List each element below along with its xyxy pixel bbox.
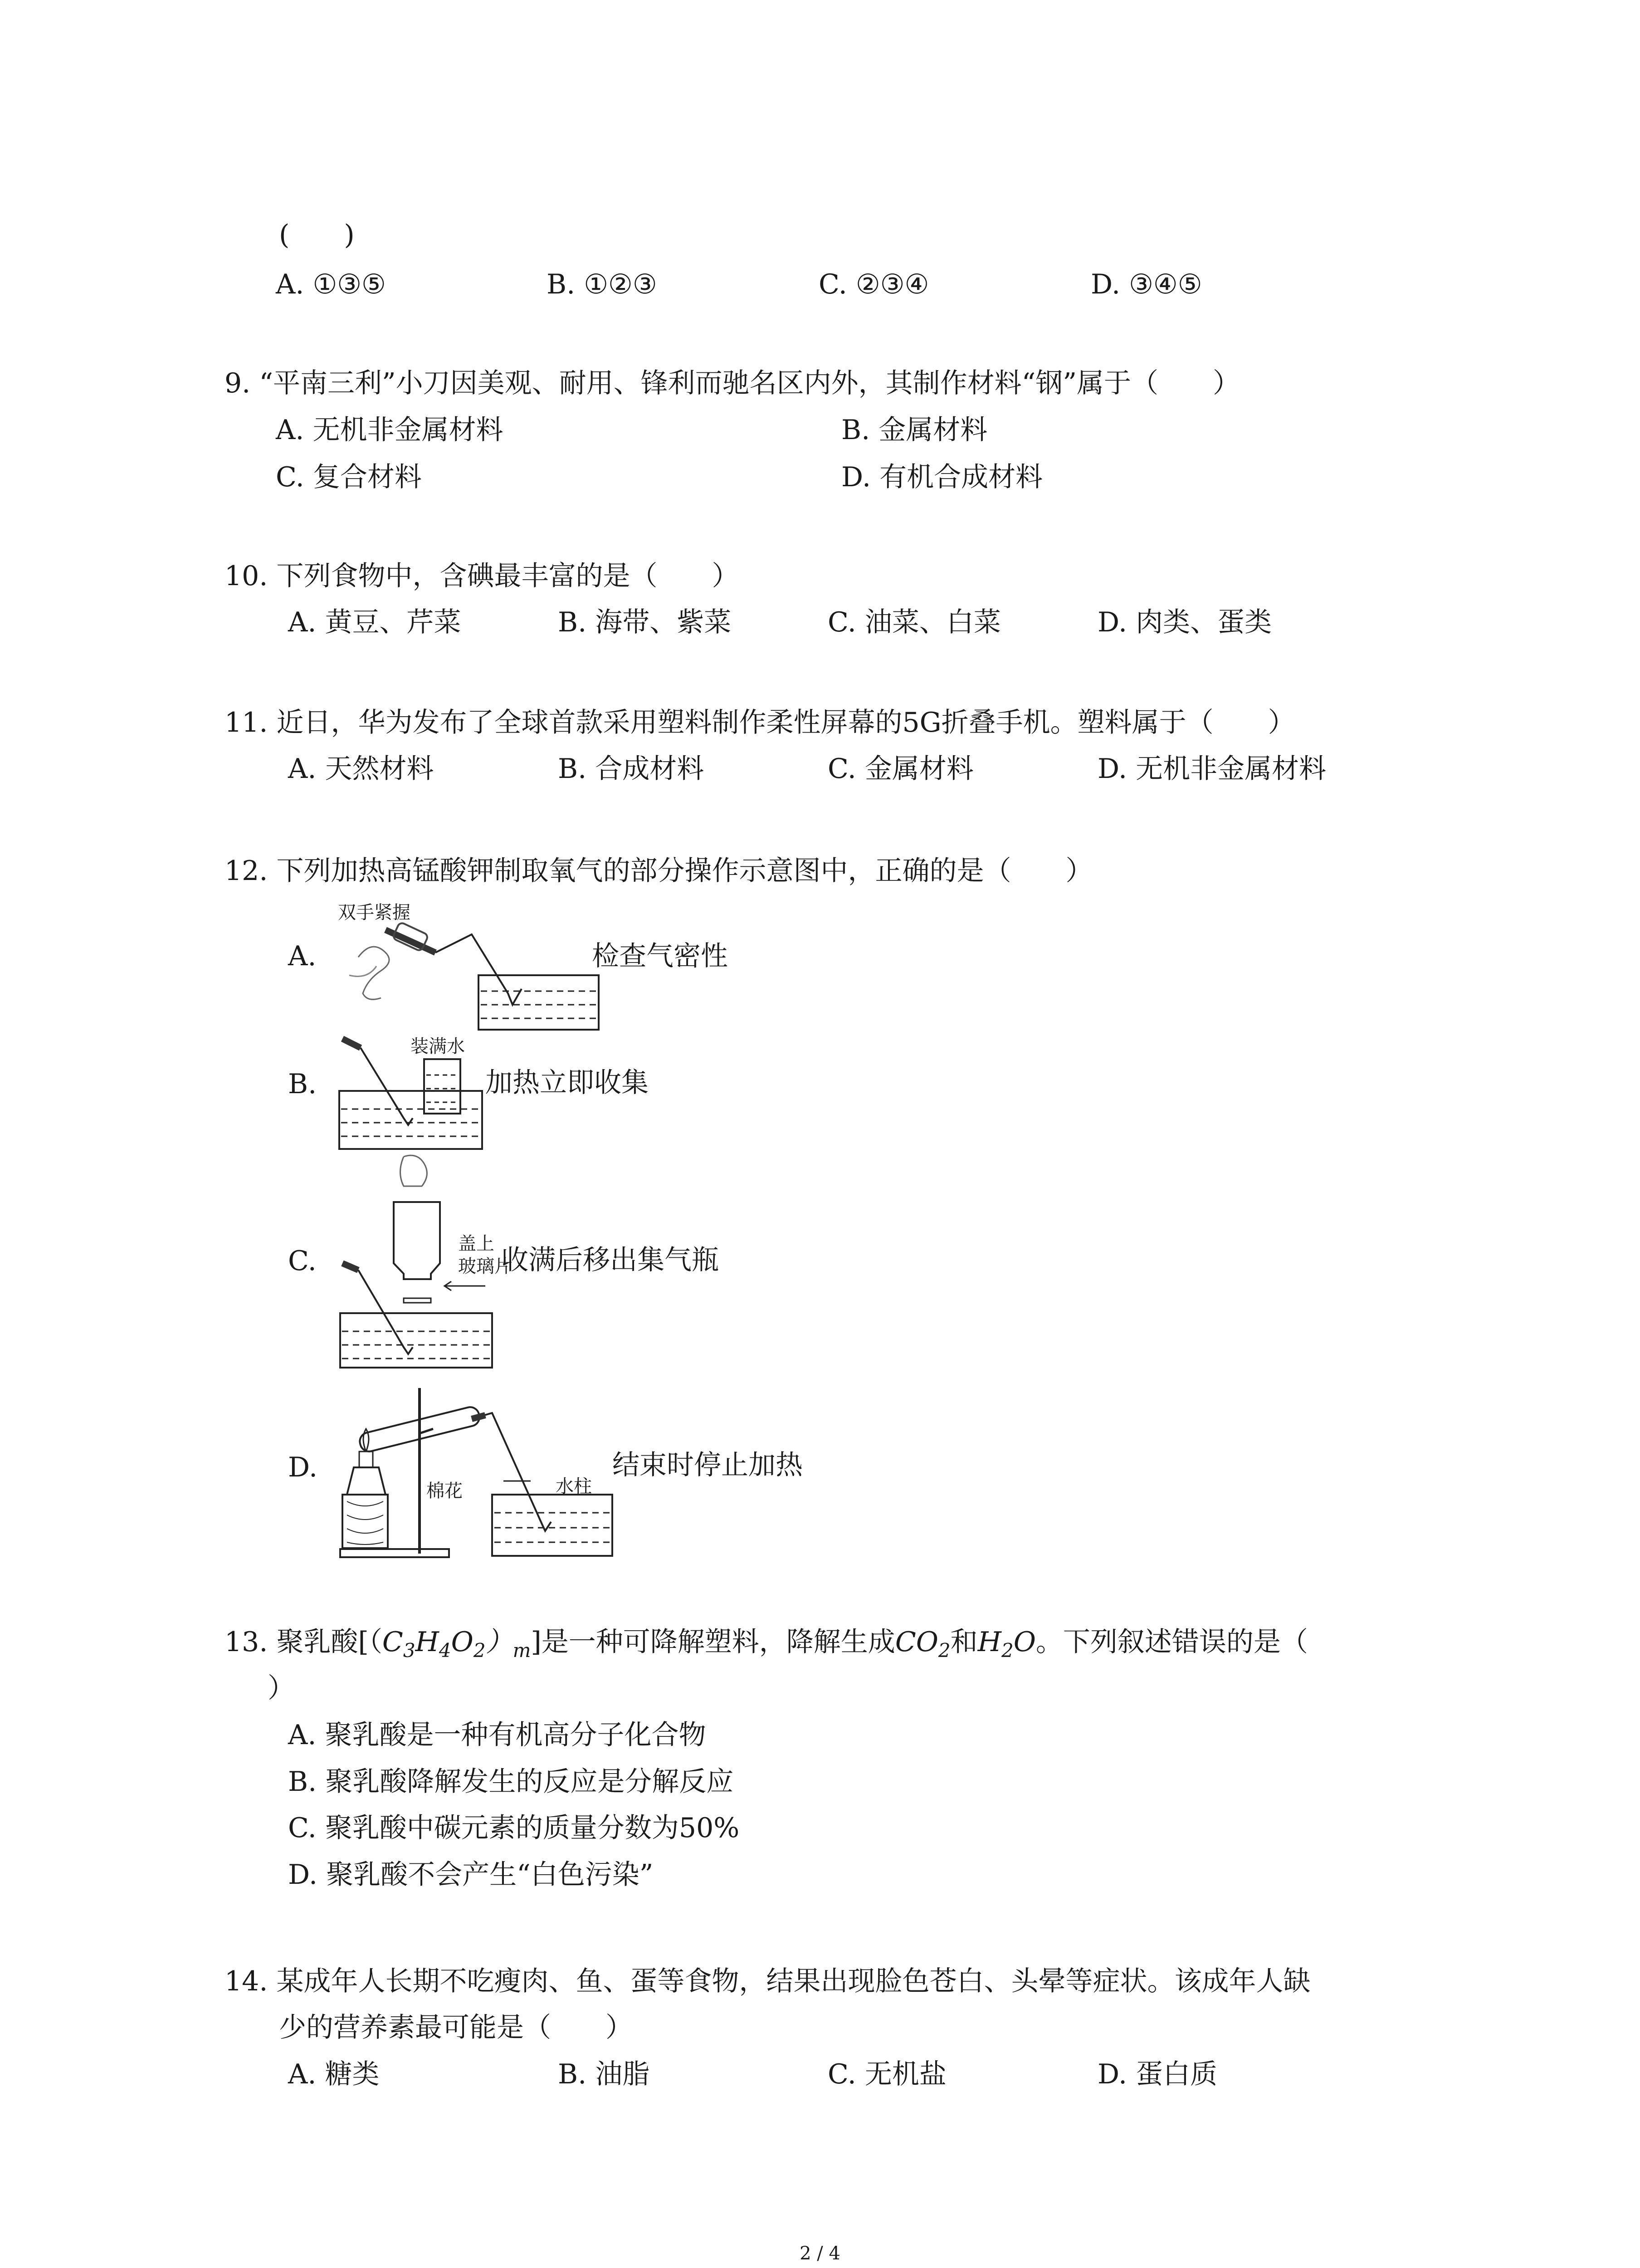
q11-option-b: B. 合成材料 — [558, 753, 704, 785]
q12-figure-d-label-2: 水柱 — [556, 1476, 592, 1497]
q12-option-d-letter: D. — [288, 1452, 318, 1483]
q13-stem-mid: ]是一种可降解塑料，降解生成 — [531, 1626, 895, 1658]
q14-stem-line2: 少的营养素最可能是（ ） — [279, 2012, 633, 2043]
q11-option-a: A. 天然材料 — [288, 753, 434, 785]
q12-option-b-letter: B. — [288, 1068, 317, 1100]
q9-option-c: C. 复合材料 — [276, 461, 422, 493]
q12-option-d-caption: 结束时停止加热 — [612, 1449, 803, 1481]
q10-option-c: C. 油菜、白菜 — [828, 606, 1001, 638]
q13-stem-pre: 13. 聚乳酸[（ — [225, 1626, 382, 1658]
q13-co2: $CO_2$ — [895, 1626, 951, 1662]
q14-option-b: B. 油脂 — [558, 2058, 650, 2090]
q12-option-c-letter: C. — [288, 1245, 317, 1277]
q12-option-b-caption: 加热立即收集 — [485, 1067, 649, 1099]
q9-option-d: D. 有机合成材料 — [841, 461, 1043, 493]
q8-paren: ( ) — [279, 219, 355, 251]
q8-option-a: A. ①③⑤ — [276, 269, 386, 300]
q11-option-c: C. 金属材料 — [828, 753, 974, 785]
q12-figure-d — [336, 1379, 617, 1560]
q12-option-a-letter: A. — [288, 940, 317, 972]
q9-stem: 9. “平南三利”小刀因美观、耐用、锋利而驰名区内外，其制作材料“钢”属于（ ） — [225, 367, 1240, 399]
q14-option-d: D. 蛋白质 — [1098, 2058, 1218, 2090]
page-number: 2 / 4 — [800, 2243, 840, 2264]
q14-option-c: C. 无机盐 — [828, 2058, 947, 2090]
q13-stem-line1 — [225, 1628, 1308, 1660]
q10-option-a: A. 黄豆、芹菜 — [288, 606, 461, 638]
q12-figure-d-label-1: 棉花 — [426, 1481, 463, 1501]
q12-option-a-caption: 检查气密性 — [592, 940, 728, 972]
q13-and: 和 — [950, 1626, 978, 1658]
q12-figure-c-label-1: 盖上 — [458, 1233, 494, 1254]
q14-option-a: A. 糖类 — [288, 2058, 380, 2090]
q12-figure-b-label: 装满水 — [410, 1036, 465, 1057]
q10-stem: 10. 下列食物中，含碘最丰富的是（ ） — [225, 560, 739, 592]
q12-option-c-caption: 收满后移出集气瓶 — [501, 1244, 719, 1276]
q12-figure-a-label: 双手紧握 — [338, 902, 410, 923]
q11-stem: 11. 近日，华为发布了全球首款采用塑料制作柔性屏幕的5G折叠手机。塑料属于（ ） — [225, 707, 1295, 738]
q8-option-c: C. ②③④ — [819, 269, 929, 300]
q13-formula: $C_3H_4O_2)_m$ — [382, 1626, 531, 1662]
q10-option-d: D. 肉类、蛋类 — [1098, 606, 1272, 638]
q12-figure-c-label-2: 玻璃片 — [458, 1256, 512, 1277]
q13-stem-post: 。下列叙述错误的是（ — [1035, 1626, 1308, 1658]
q13-option-b: B. 聚乳酸降解发生的反应是分解反应 — [288, 1766, 734, 1798]
q8-option-d: D. ③④⑤ — [1091, 269, 1202, 300]
q8-option-b: B. ①②③ — [547, 269, 657, 300]
q10-option-b: B. 海带、紫菜 — [558, 606, 732, 638]
q13-option-a: A. 聚乳酸是一种有机高分子化合物 — [288, 1719, 706, 1751]
q13-h2o: $H_2O$ — [977, 1626, 1036, 1662]
q13-stem-line2: ） — [268, 1672, 295, 1704]
q13-option-d: D. 聚乳酸不会产生“白色污染” — [288, 1859, 654, 1891]
q14-stem-line1: 14. 某成年人长期不吃瘦肉、鱼、蛋等食物，结果出现脸色苍白、头晕等症状。该成年人缺 — [225, 1965, 1311, 1997]
q13-option-c: C. 聚乳酸中碳元素的质量分数为50% — [288, 1812, 740, 1844]
q9-option-a: A. 无机非金属材料 — [276, 414, 503, 446]
q11-option-d: D. 无机非金属材料 — [1098, 753, 1327, 785]
q9-option-b: B. 金属材料 — [841, 414, 988, 446]
q12-stem: 12. 下列加热高锰酸钾制取氧气的部分操作示意图中，正确的是（ ） — [225, 855, 1093, 887]
